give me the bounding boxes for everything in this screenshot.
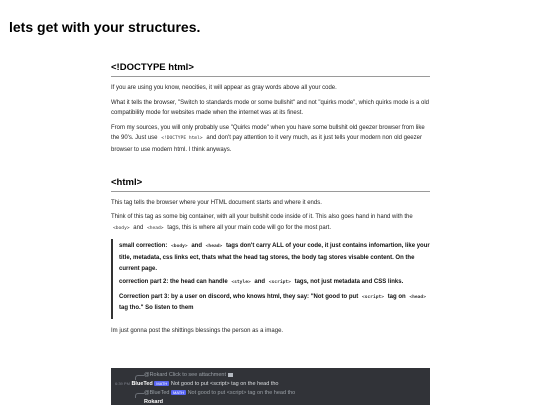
- role-tag: MATH: [156, 381, 168, 386]
- discord-reply-line: [144, 372, 233, 378]
- inline-code: <body>: [171, 244, 188, 250]
- text: and: [191, 243, 202, 250]
- correction-callout: [111, 239, 430, 319]
- section-title-doctype: <!DOCTYPE html>: [111, 62, 194, 73]
- text: tags don't carry ALL of your code, it just contains infomartion, like your title, metadata, css links ect, thats what the head tag stores, the body tag stores visable content. On the current page.: [119, 243, 430, 272]
- inline-code: <script>: [361, 294, 385, 300]
- text: Think of this tag as some big container, with all your bullshit code inside of it. This also goes hand in hand with the: [111, 214, 413, 221]
- text: small correction:: [119, 243, 168, 250]
- paragraph: If you are using you know, neocities, it will appear as gray words above all your code.: [111, 85, 337, 91]
- text: correction part 2: the head can handle: [119, 279, 228, 286]
- discord-screenshot: [111, 368, 430, 405]
- text: From my sources, you will only probably use "Quirks mode" when you have some bullshit old geezer browser from like the 90's. Just use: [111, 124, 425, 142]
- discord-reply-line: [144, 390, 295, 396]
- role-tag: MATH: [173, 390, 185, 395]
- reply-text: Not good to put <script> tag on the head tho: [187, 390, 296, 396]
- paragraph: [111, 212, 430, 234]
- paragraph: What it tells the browser, "Switch to standards mode or some bullshit" and not "quirks mode", which quirks mode is a old compatibility mode for websites made when the internet was at its finest.: [111, 99, 429, 117]
- text: and don't pay attention to it very much, as it just tells your modern non old geezer browser to use modern html. I think anyways.: [111, 135, 422, 153]
- paragraph: [111, 123, 430, 156]
- inline-code: <style>: [231, 280, 251, 286]
- text: tags, not just metadata and CSS links.: [294, 279, 404, 286]
- reply-text: @Rokard Click to see attachment: [144, 372, 227, 378]
- discord-message-line: [144, 399, 163, 405]
- text: and: [133, 224, 144, 231]
- text: Correction part 3: by a user on discord, who knows html, they say: "Not good to put: [119, 293, 359, 300]
- inline-code: <head>: [146, 225, 164, 231]
- text: tags, this is where all your main code will go for the most part.: [167, 224, 331, 231]
- inline-code: <head>: [205, 244, 223, 250]
- inline-code: <!DOCTYPE html>: [161, 136, 203, 142]
- message-text: Not good to put <script> tag on the head tho: [170, 381, 279, 387]
- callout-paragraph: [119, 277, 430, 289]
- inline-code: <script>: [268, 280, 291, 286]
- image-icon: [228, 373, 233, 377]
- username: Rokard: [144, 399, 163, 405]
- inline-code: <head>: [409, 294, 426, 300]
- reply-user: @BlueTed: [144, 390, 170, 396]
- paragraph: Im just gonna post the shittings blessings the person as a image.: [111, 327, 284, 334]
- paragraph: This tag tells the browser where your HTML document starts and where it ends.: [111, 199, 322, 206]
- text: and: [254, 279, 266, 286]
- callout-paragraph: [119, 241, 430, 274]
- section-title-html: <html>: [111, 176, 143, 188]
- reply-connector: [135, 393, 144, 398]
- section-divider: [111, 76, 430, 77]
- discord-message-line: [115, 381, 278, 387]
- timestamp: 6:39 PM: [115, 381, 130, 386]
- text: tag on: [387, 293, 406, 300]
- page-heading: lets get with your structures.: [9, 19, 201, 35]
- inline-code: <body>: [113, 225, 130, 231]
- section-divider: [111, 191, 430, 192]
- username: BlueTed: [131, 381, 153, 387]
- reply-connector: [135, 375, 144, 380]
- article-content: [111, 62, 430, 341]
- text: tag tho." So listen to them: [119, 305, 194, 312]
- callout-paragraph: [119, 292, 430, 314]
